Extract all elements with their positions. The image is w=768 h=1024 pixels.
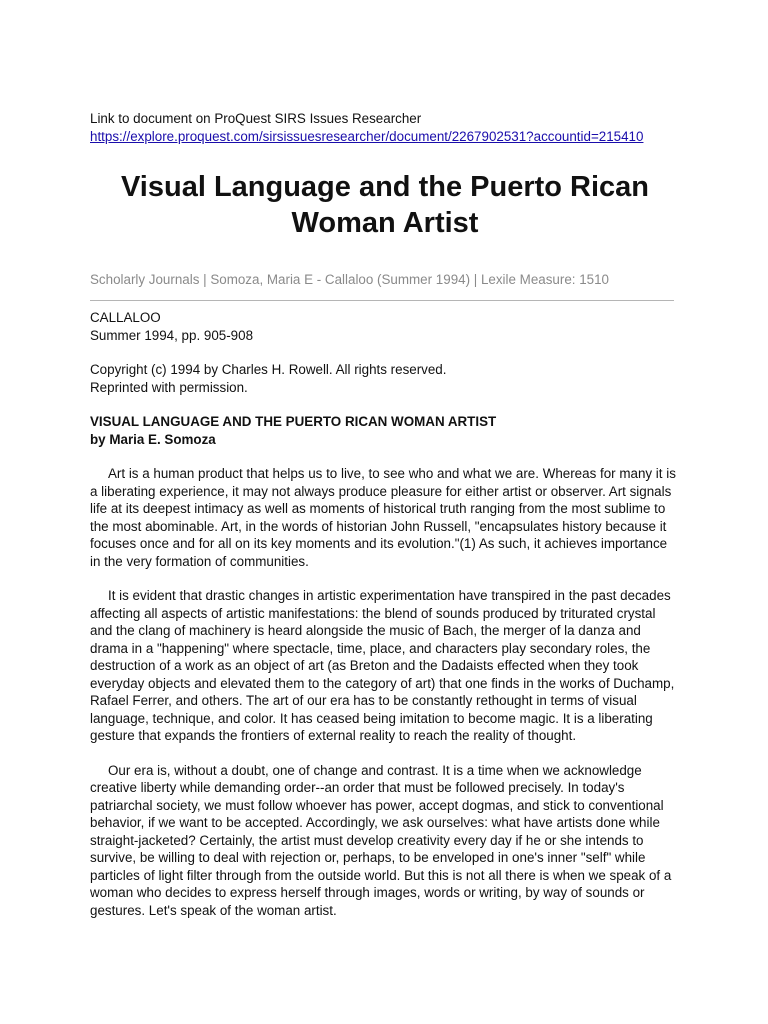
meta-divider [90, 300, 674, 301]
document-content [90, 110, 680, 932]
source-link-url[interactable]: https://explore.proquest.com/sirsissuesresearcher/document/2267902531?accountid=215410 [90, 128, 644, 144]
article-paragraph: Art is a human product that helps us to live, to see who and what we are. Whereas for many it is a liberating experience, it may not always produce pleasure for either artist or observer. Art signals life at its deepest intimacy as well as moments of historical truth ranging from the most sublime to the most abominable. Art, in the words of historian John Russell, "encapsulates history because it focuses once and for all on its key moments and its evolution."(1) As such, it achieves importance in the very formation of communities. [90, 466, 676, 569]
reprint-line: Reprinted with permission. [90, 379, 248, 395]
copyright-notice [90, 361, 680, 396]
journal-info [90, 309, 680, 344]
copyright-line: Copyright (c) 1994 by Charles H. Rowell. All rights reserved. [90, 362, 447, 377]
article-heading: VISUAL LANGUAGE AND THE PUERTO RICAN WOMAN ARTIST [90, 414, 497, 429]
journal-name: CALLALOO [90, 310, 161, 325]
journal-issue: Summer 1994, pp. 905-908 [90, 327, 254, 343]
document-meta-line: Scholarly Journals | Somoza, Maria E - Callaloo (Summer 1994) | Lexile Measure: 1510 [90, 272, 610, 287]
article-heading-block [90, 413, 680, 448]
document-title: Visual Language and the Puerto Rican Woman Artist [120, 171, 650, 239]
article-byline: by Maria E. Somoza [90, 431, 216, 447]
source-link-block [90, 110, 680, 145]
article-paragraph: Our era is, without a doubt, one of change and contrast. It is a time when we acknowledge creative liberty while demanding order--an order that must be followed precisely. In today's patriarchal society, we must follow whoever has power, accept dogmas, and stick to conventional behavior, if we want to be accepted. Accordingly, we ask ourselves: what have artists done while straight-jacketed? Certainly, the artist must develop creativity every day if he or she intends to survive, be willing to deal with rejection or, perhaps, to be enveloped in one's inner "self" while particles of light filter through from the outside world. But this is not all there is when we speak of a woman who decides to express herself through images, words or writing, by way of sounds or gestures. Let's speak of the woman artist. [90, 762, 672, 918]
article-paragraph: It is evident that drastic changes in artistic experimentation have transpired in the past decades affecting all aspects of artistic manifestations: the blend of sounds produced by triturated crystal and the clang of machinery is heard alongside the music of Bach, the merger of la danza and drama in a "happening" where spectacle, time, place, and characters play secondary roles, the destruction of a work as an object of art (as Breton and the Dadaists effected when they took everyday objects and elevated them to the category of art) that one finds in the works of Duchamp, Rafael Ferrer, and others. The art of our era has to be constantly rethought in terms of visual language, technique, and color. It has ceased being imitation to become magic. It is a liberating gesture that expands the frontiers of external reality to reach the reality of thought. [90, 588, 675, 743]
source-link-label: Link to document on ProQuest SIRS Issues Researcher [90, 111, 422, 126]
